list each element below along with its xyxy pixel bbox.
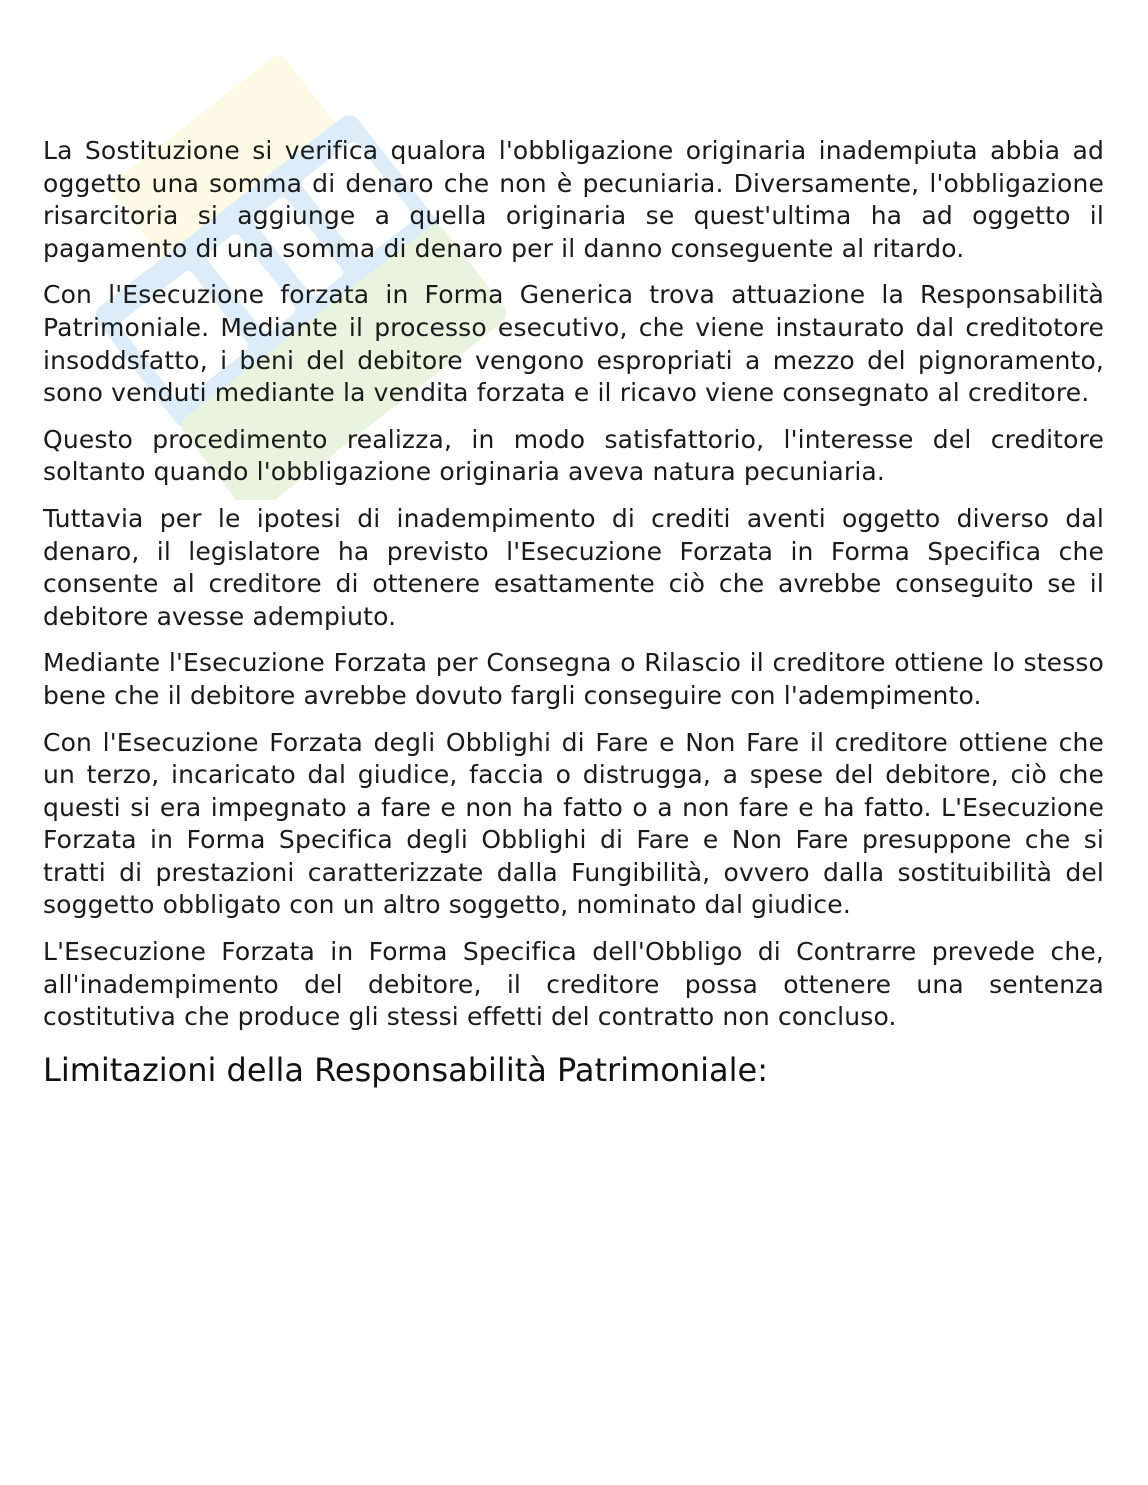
paragraph-procedimento: Questo procedimento realizza, in modo satisfattorio, l'interesse del creditore soltanto quando l'obbligazione originaria aveva natura pecuniaria. [43, 424, 1104, 487]
paragraph-forma-specifica: Tuttavia per le ipotesi di inadempimento di crediti aventi oggetto diverso dal denaro, il legislatore ha previsto l'Esecuzione Forzata in Forma Specifica che consente al creditore di ottenere esattamente ciò che avrebbe conseguito se il debitore avesse adempiuto. [43, 503, 1104, 631]
paragraph-consegna-rilascio: Mediante l'Esecuzione Forzata per Consegna o Rilascio il creditore ottiene lo stesso bene che il debitore avrebbe dovuto fargli conseguire con l'adempimento. [43, 648, 1104, 710]
paragraph-obbligo-contrarre: L'Esecuzione Forzata in Forma Specifica dell'Obbligo di Contrarre prevede che, all'inadempimento del debitore, il creditore possa ottenere una sentenza costitutiva che produce gli stessi effetti del contratto non concluso. [43, 937, 1104, 1032]
document-page [43, 135, 1104, 1090]
paragraph-obblighi-fare-non-fare: Con l'Esecuzione Forzata degli Obblighi di Fare e Non Fare il creditore ottiene che un terzo, incaricato dal giudice, faccia o distrugga, a spese del debitore, ciò che questi si era impegnato a fare e non ha fatto o a non fare e ha fatto. L'Esecuzione Forzata in Forma Specifica degli Obblighi di Fare e Non Fare presuppone che si tratti di prestazioni caratterizzate dalla Fungibilità, ovvero dalla sostituibilità del soggetto obbligato con un altro soggetto, nominato dal giudice. [43, 727, 1104, 920]
paragraph-sostituzione: La Sostituzione si verifica qualora l'obbligazione originaria inadempiuta abbia ad oggetto una somma di denaro che non è pecuniaria. Diversamente, l'obbligazione risarcitoria si aggiunge a quella originaria se quest'ultima ha ad oggetto il pagamento di una somma di denaro per il danno conseguente al ritardo. [43, 136, 1104, 263]
section-heading: Limitazioni della Responsabilità Patrimoniale: [43, 1050, 768, 1089]
paragraph-esecuzione-forma-generica: Con l'Esecuzione forzata in Forma Generica trova attuazione la Responsabilità Patrimoniale. Mediante il processo esecutivo, che viene instaurato dal creditotore insoddsfatto, i beni del debitore vengono espropriati a mezzo del pignoramento, sono venduti mediante la vendita forzata e il ricavo viene consegnato al creditore. [43, 280, 1104, 408]
